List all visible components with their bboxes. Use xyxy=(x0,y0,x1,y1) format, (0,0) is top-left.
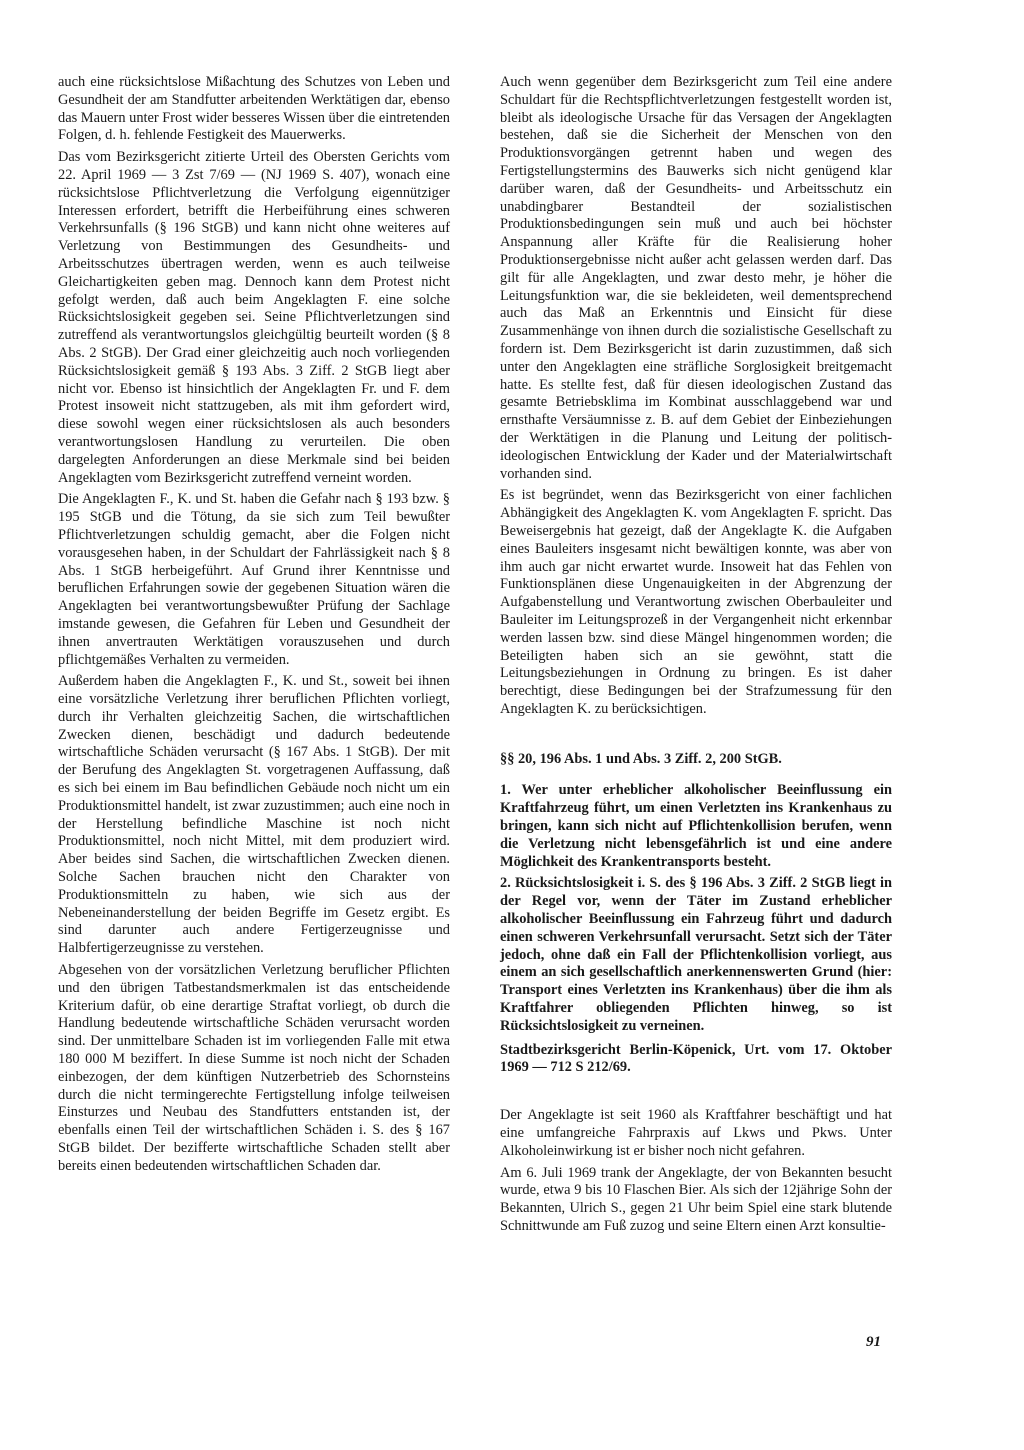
right-column xyxy=(500,74,892,1240)
court-citation: Stadtbezirksgericht Berlin-Köpenick, Urt. vom 17. Oktober 1969 — 712 S 212/69. xyxy=(500,1041,892,1076)
paragraph: Auch wenn gegenüber dem Bezirksgericht zum Teil eine andere Schuldart für die Rechtspflichtverletzungen festgestellt worden ist, bleibt als ideologische Ursache für das Versagen der Angeklagten bestehen, daß sie die Sicherheit der Menschen von den Produktionsvorgängen getrennt haben und wegen des Fertigstellungstermins des Bauwerks sich nicht genügend klar darüber waren, daß der Gesundheits- und Arbeitsschutz ein unabdingbarer Bestandteil der sozialistischen Produktionsbedingungen sein muß und auch bei höchster Anspannung aller Kräfte für die Realisierung hoher Produktionsergebnisse nicht außer acht gelassen werden darf. Das gilt für alle Angeklagten, und zwar desto mehr, je höher die Leitungsfunktion war, die sie bekleideten, weil dementsprechend auch das Maß an Erkenntnis und Einsicht für diese Zusammenhänge von ihnen durch die sozialistische Gesellschaft zu fordern ist. Dem Bezirksgericht ist darin zuzustimmen, daß sich unter den Angeklagten eine sträfliche Sorglosigkeit breitgemacht hatte. Es stellte fest, daß für diesen ideologischen Zustand das gesamte Betriebsklima im Kombinat ausschlaggebend war und ernsthafte Versäumnisse z. B. auf dem Gebiet der Einbeziehungen der Werktätigen in die Planung und Leitung der politisch-ideologischen Entwicklung der Kader und der Materialwirtschaft vorhanden sind. xyxy=(500,74,892,482)
headnote: 1. Wer unter erheblicher alkoholischer Beeinflussung ein Kraftfahrzeug führt, um einen Verletzten ins Krankenhaus zu bringen, kann sich nicht auf Pflichtenkollision berufen, wenn die Verletzung nicht lebensgefährlich ist und eine andere Möglichkeit des Krankentransports besteht. xyxy=(500,782,892,870)
paragraph: auch eine rücksichtslose Mißachtung des Schutzes von Leben und Gesundheit der am Standfutter arbeitenden Werktätigen dar, ebenso das Mauern unter Frost wider besseres Wissen über die eintretenden Folgen, d. h. fehlende Festigkeit des Mauerwerks. xyxy=(58,74,450,144)
left-column xyxy=(58,74,450,1180)
paragraph: Das vom Bezirksgericht zitierte Urteil des Obersten Gerichts vom 22. April 1969 — 3 Zst 7/69 — (NJ 1969 S. 407), wonach eine rücksichtslose Pflichtverletzung die Verfolgung eigennütziger Interessen erfordert, betrifft die Herbeiführung eines schweren Verkehrsunfalls (§ 196 StGB) und kann nicht ohne weiteres auf Verletzung von Bestimmungen des Gesundheits- und Arbeitsschutzes übertragen werden, wenn es auch teilweise Gleichartigkeiten geben mag. Dennoch kann dem Protest nicht gefolgt werden, daß auch beim Angeklagten F. eine solche Rücksichtslosigkeit gegeben sei. Seine Pflichtverletzungen sind zutreffend als verantwortungslos gleichgültig beurteilt worden (§ 8 Abs. 2 StGB). Der Grad einer gleichzeitig auch noch vorliegenden Rücksichtslosigkeit gemäß § 193 Abs. 3 Ziff. 2 StGB liegt aber nicht vor. Ebenso ist hinsichtlich der Angeklagten Fr. und F. dem Protest insoweit nicht stattzugeben, als mit ihm gefordert wird, diese sowohl wegen einer rücksichtslosen als auch besonders verantwortungslosen Handlung zu verurteilen. Die oben dargelegten Anforderungen an diese Merkmale sind bei beiden Angeklagten vom Bezirksgericht zutreffend verneint worden. xyxy=(58,149,450,486)
headnote: 2. Rücksichtslosigkeit i. S. des § 196 Abs. 3 Ziff. 2 StGB liegt in der Regel vor, wenn der Täter im Zustand erheblicher alkoholischer Beeinflussung ein Fahrzeug führt und dadurch einen schweren Verkehrsunfall verursacht. Setzt sich der Täter jedoch, ohne daß ein Fall der Pflichtenkollision vorliegt, aus einem an sich gesellschaftlich anerkennenswerten Grund (hier: Transport eines Verletzten ins Krankenhaus) über die ihm als Kraftfahrer obliegenden Pflichten hinweg, so ist Rücksichtslosigkeit zu verneinen. xyxy=(500,875,892,1034)
page-number: 91 xyxy=(866,1334,881,1350)
paragraph: Außerdem haben die Angeklagten F., K. und St., soweit bei ihnen eine vorsätzliche Verletzung ihrer beruflichen Pflichten vorliegt, durch ihr Verhalten gleichzeitig Sachen, die wirtschaftlichen Zwecken dienen, beschädigt und dadurch bedeutende wirtschaftliche Schäden verursacht (§ 167 Abs. 1 StGB). Der mit der Berufung des Angeklagten St. vorgetragenen Auffassung, daß es sich bei einem im Bau befindlichen Gebäude noch nicht um ein Produktionsmittel handelt, ist zwar zuzustimmen; auch eine noch in der Herstellung befindliche Maschine ist noch nicht Produktionsmittel, noch nicht Mittel, mit dem produziert wird. Aber beides sind Sachen, die wirtschaftlichen Zwecken dienen. Solche Sachen brauchen nicht den Charakter von Produktionsmitteln zu haben, wie sich aus der Nebeneinanderstellung der beiden Begriffe im Gesetz ergibt. Es sind darunter auch andere Fertigerzeugnisse und Halbfertigerzeugnisse zu verstehen. xyxy=(58,673,450,957)
paragraph: Abgesehen von der vorsätzlichen Verletzung beruflicher Pflichten und den übrigen Tatbestandsmerkmalen ist das entscheidende Kriterium dafür, ob eine derartige Straftat vorliegt, ob durch die Handlung bedeutende wirtschaftliche Schäden verursacht worden sind. Der unmittelbare Schaden ist im vorliegenden Falle mit etwa 180 000 M beziffert. In diese Summe ist noch nicht der Schaden einbezogen, der dem künftigen Nutzerbetrieb des Schornsteins durch die nicht termingerechte Fertigstellung infolge teilweisen Einsturzes und Neubau des Standfutters entstanden ist, der ebenfalls einen Teil der wirtschaftlichen Schäden i. S. des § 167 StGB bildet. Der bezifferte wirtschaftliche Schaden stellt aber bereits einen bedeutenden wirtschaftlichen Schaden dar. xyxy=(58,962,450,1174)
statute-heading: §§ 20, 196 Abs. 1 und Abs. 3 Ziff. 2, 200 StGB. xyxy=(500,750,782,767)
paragraph: Die Angeklagten F., K. und St. haben die Gefahr nach § 193 bzw. § 195 StGB und die Tötung, da sie sich zum Teil bewußter Pflichtverletzungen schuldig gemacht, aber die Folgen nicht vorausgesehen haben, in der Schuldart der Fahrlässigkeit nach § 8 Abs. 1 StGB herbeigeführt. Auf Grund ihrer Kenntnisse und beruflichen Erfahrungen sowie der gegebenen Situation wären die Angeklagten bei verantwortungsbewußter Prüfung der Sachlage imstande gewesen, die Gefahren für Leben und Gesundheit der ihnen anvertrauten Werktätigen vorauszusehen und durch pflichtgemäßes Verhalten zu vermeiden. xyxy=(58,491,450,668)
paragraph: Der Angeklagte ist seit 1960 als Kraftfahrer beschäftigt und hat eine umfangreiche Fahrpraxis auf Lkws und Pkws. Unter Alkoholeinwirkung ist er bisher noch nicht gefahren. xyxy=(500,1107,892,1159)
paragraph: Es ist begründet, wenn das Bezirksgericht von einer fachlichen Abhängigkeit des Angeklagten K. vom Angeklagten F. spricht. Das Beweisergebnis hat gezeigt, daß der Angeklagte K. die Aufgaben eines Bauleiters insgesamt nicht bewältigen konnte, was aber von ihm auch gar nicht erwartet wurde. Insoweit hat das Fehlen von Funktionsplänen diese Ungenauigkeiten in der Abgrenzung der Aufgabenstellung und Verantwortung zwischen Oberbauleiter und Bauleiter im Leitungsprozeß in der Vergangenheit nicht erkennbar werden lassen bzw. sind diese Mängel hingenommen worden; die Beteiligten haben sich an sie gewöhnt, statt die Leitungsbeziehungen in Ordnung zu bringen. Es ist daher berechtigt, diese Bedingungen bei der Strafzumessung für den Angeklagten K. zu berücksichtigen. xyxy=(500,487,892,717)
paragraph: Am 6. Juli 1969 trank der Angeklagte, der von Bekannten besucht wurde, etwa 9 bis 10 Flaschen Bier. Als sich der 12jährige Sohn der Bekannten, Ulrich S., gegen 21 Uhr beim Spiel eine stark blutende Schnittwunde am Fuß zuzog und seine Eltern einen Arzt konsultie- xyxy=(500,1164,892,1235)
